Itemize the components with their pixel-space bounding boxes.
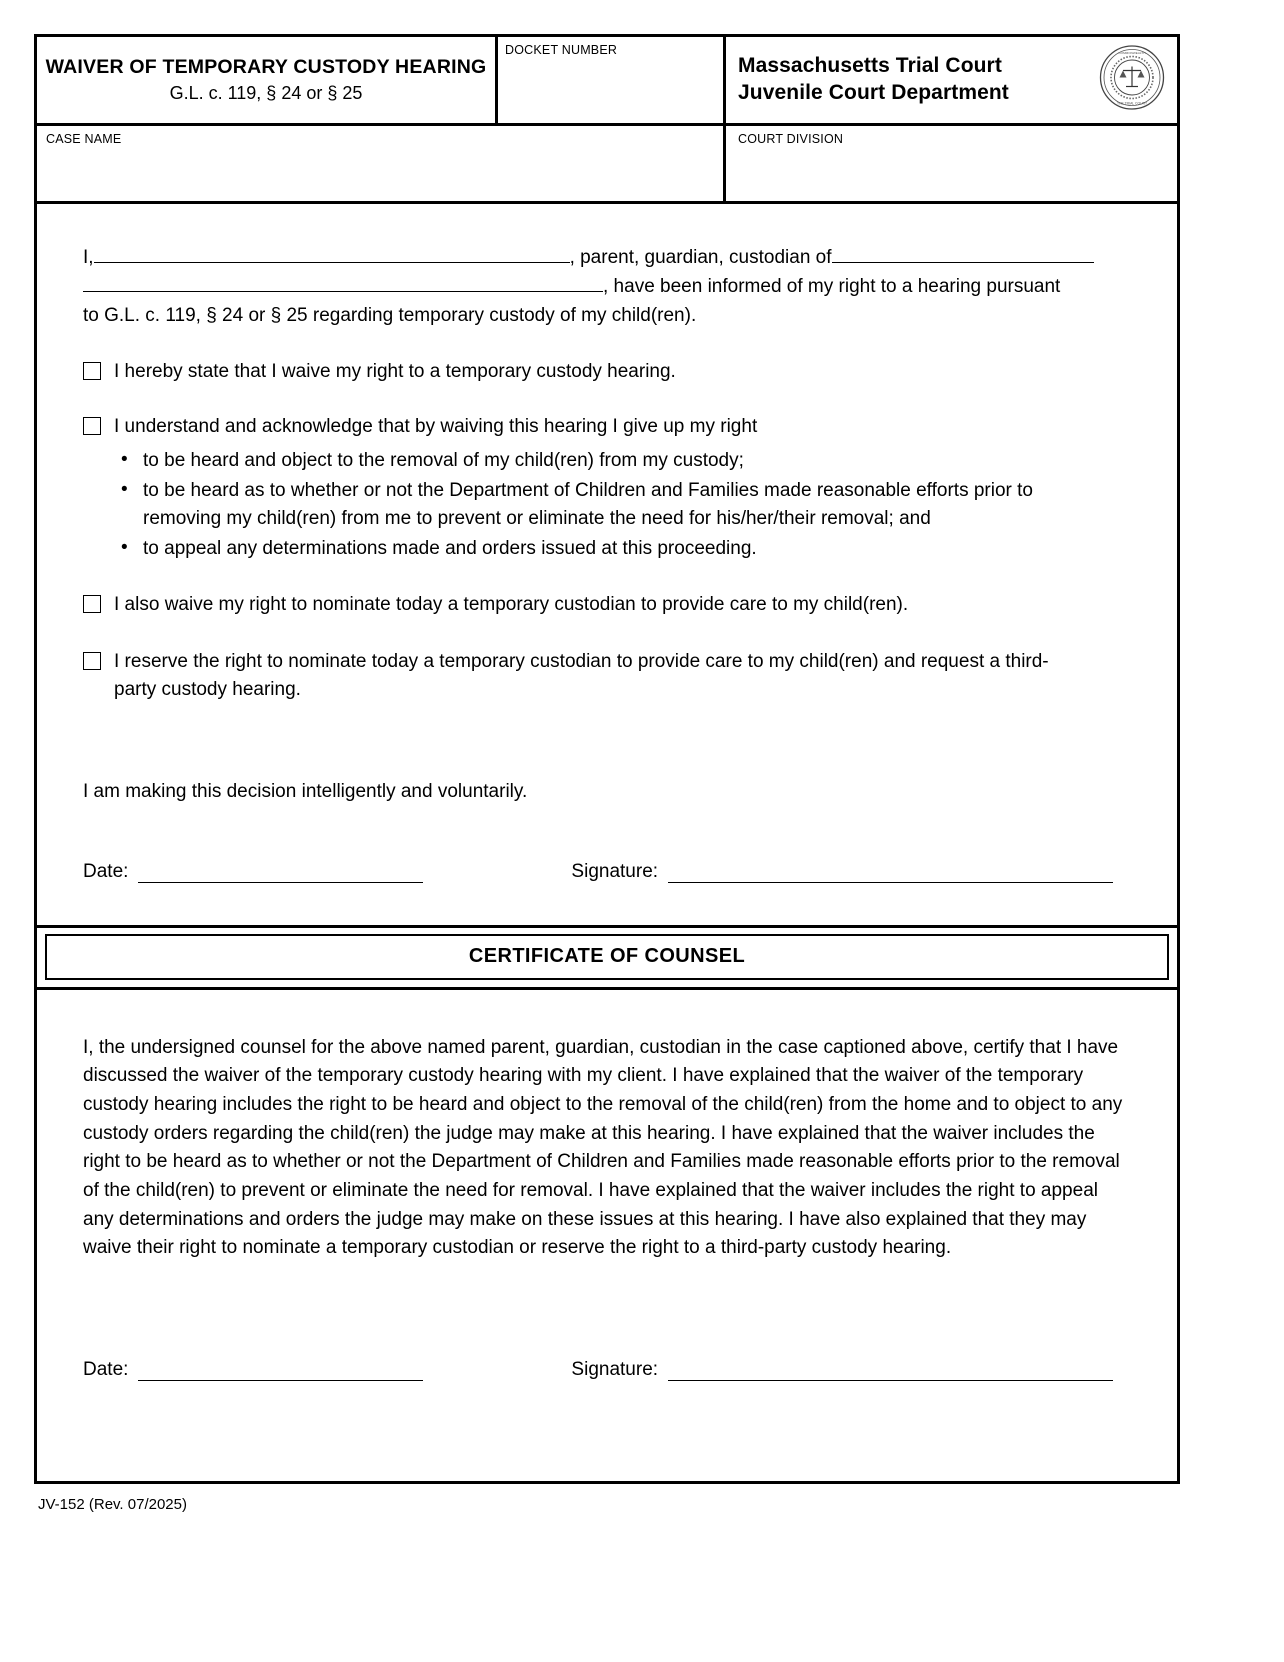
list-item: • to appeal any determinations made and orders issued at this proceeding. — [119, 535, 1059, 563]
certificate-banner — [45, 934, 1169, 980]
form-number-footer: JV-152 (Rev. 07/2025) — [38, 1496, 187, 1513]
certificate-top-divider — [37, 925, 1177, 928]
header-row-bottom — [37, 126, 1177, 204]
checkbox-reserve-nominate[interactable] — [83, 652, 101, 670]
party-signature-label: Signature: — [571, 860, 659, 882]
checkbox-label-waive-hearing: I hereby state that I waive my right to a temporary custody hearing. — [114, 360, 676, 382]
checkbox-label-understand-rights: I understand and acknowledge that by waiving this hearing I give up my right — [114, 416, 758, 438]
voluntary-statement: I am making this decision intelligently and voluntarily. — [83, 780, 528, 802]
party-signature-input[interactable] — [668, 882, 1113, 883]
certificate-paragraph: I, the undersigned counsel for the above named parent, guardian, custodian in the case captioned above, certify that I have discussed the waiver of the temporary custody hearing with my client. I have explained that the waiver of the temporary custody hearing includes the right to be heard and object to the removal of the child(ren) from the home and to object to any custody orders regarding the child(ren) the judge may make at this hearing. I have explained that the waiver includes the right to be heard as to whether or not the Department of Children and Families made reasonable efforts prior to the removal of the child(ren) to prevent or eliminate the need for removal. I have explained that the waiver includes the right to appeal any determinations and orders the judge may make on these issues at this hearing. I have also explained that they may waive their right to nominate a temporary custodian or reserve the right to a third-party custody hearing. — [83, 1036, 1123, 1259]
intro-after-name: , parent, guardian, custodian of — [569, 247, 832, 268]
court-names — [738, 53, 1009, 107]
list-item: • to be heard and object to the removal of my child(ren) from my custody; — [119, 447, 1059, 475]
intro-line-2 — [83, 273, 1131, 302]
party-date-input[interactable] — [138, 882, 423, 883]
form-statute: G.L. c. 119, § 24 or § 25 — [169, 83, 363, 104]
checkbox-item-waive-nominate[interactable] — [83, 591, 1131, 620]
list-item: • to be heard as to whether or not the Department of Children and Families made reasonable efforts prior to removing my child(ren) from me to prevent or eliminate the need for his/her/their removal; and — [119, 477, 1059, 533]
svg-text:THE TRIAL COURT: THE TRIAL COURT — [1116, 101, 1148, 106]
checkbox-item-reserve-nominate[interactable] — [83, 648, 1131, 705]
intro-line-1 — [83, 244, 1131, 273]
checkbox-item-waive-hearing[interactable] — [83, 358, 1131, 387]
certificate-body — [37, 990, 1177, 1382]
checkbox-waive-hearing[interactable] — [83, 362, 101, 380]
intro-after-of: , have been informed of my right to a hearing pursuant — [603, 275, 1061, 297]
counsel-signature-label: Signature: — [571, 1359, 659, 1381]
header-row-top — [37, 37, 1177, 126]
counsel-signature-row — [83, 1359, 1131, 1381]
checkbox-item-understand-rights[interactable] — [83, 413, 1131, 442]
intro-i-prefix: I, — [83, 247, 94, 268]
court-division-field[interactable] — [726, 126, 1177, 201]
rights-given-up-list — [83, 447, 1131, 563]
intro-paragraph — [83, 244, 1131, 331]
docket-number-cell[interactable] — [498, 37, 726, 123]
intro-line-3: to G.L. c. 119, § 24 or § 25 regarding temporary custody of my child(ren). — [83, 304, 697, 326]
checkbox-understand-rights[interactable] — [83, 417, 101, 435]
parent-name-input[interactable] — [94, 262, 570, 263]
form-outer-frame — [34, 34, 1180, 1484]
checkbox-label-waive-nominate: I also waive my right to nominate today a temporary custodian to provide care to my child(ren). — [114, 594, 909, 616]
counsel-date-label: Date: — [83, 1359, 129, 1381]
checkbox-waive-nominate[interactable] — [83, 595, 101, 613]
custodian-of-input-part2[interactable] — [83, 291, 603, 292]
court-seal-icon — [1099, 45, 1165, 116]
case-name-label: CASE NAME — [46, 132, 122, 146]
court-division-label: COURT DIVISION — [738, 132, 844, 146]
party-date-label: Date: — [83, 860, 129, 882]
counsel-signature-input[interactable] — [668, 1380, 1113, 1381]
checkbox-label-reserve-nominate: I reserve the right to nominate today a temporary custodian to provide care to my child(ren) and request a third-party custody hearing. — [114, 650, 1049, 701]
case-name-field[interactable] — [37, 126, 726, 201]
court-name-line-1: Massachusetts Trial Court — [738, 54, 1002, 78]
court-name-cell — [726, 37, 1177, 123]
form-body — [37, 204, 1177, 883]
party-signature-row — [83, 861, 1131, 883]
certificate-banner-title: CERTIFICATE OF COUNSEL — [468, 945, 746, 968]
form-title-cell — [37, 37, 498, 123]
court-name-line-2: Juvenile Court Department — [738, 81, 1009, 104]
form-title: WAIVER OF TEMPORARY CUSTODY HEARING — [45, 55, 487, 78]
svg-text:COMMONWEALTH: COMMONWEALTH — [1118, 51, 1146, 55]
docket-number-label: DOCKET NUMBER — [505, 43, 618, 57]
custodian-of-input-part1[interactable] — [832, 262, 1094, 263]
counsel-date-input[interactable] — [138, 1380, 423, 1381]
